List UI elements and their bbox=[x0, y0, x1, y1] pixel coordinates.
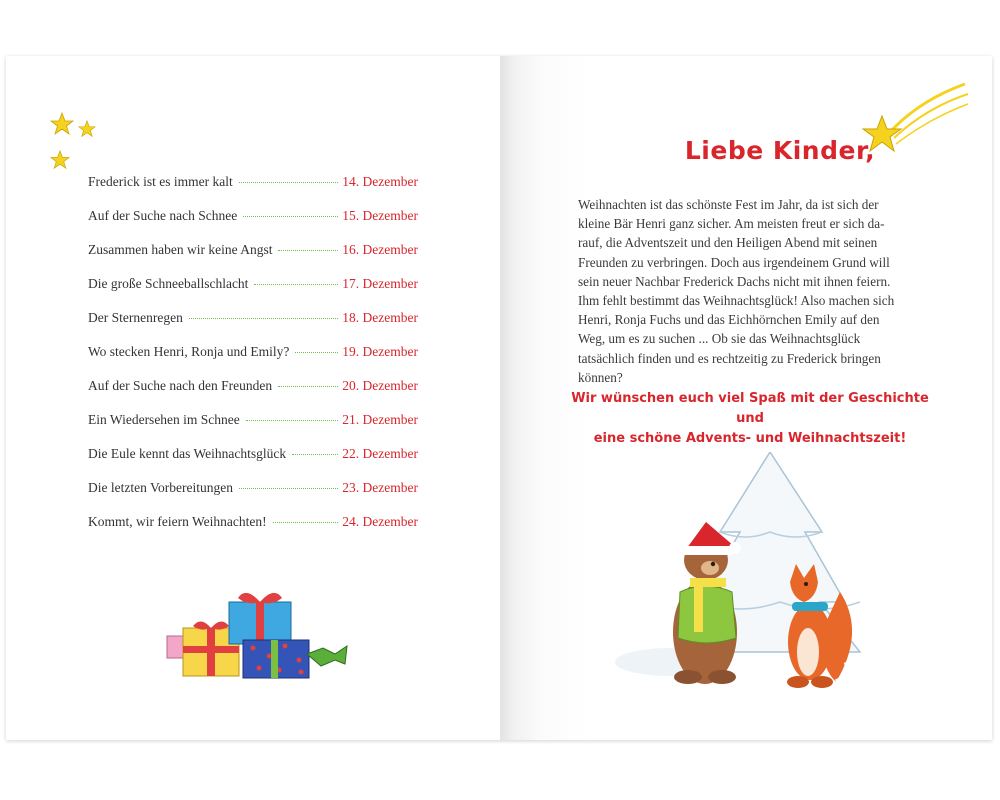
toc-entry-date: 23. Dezember bbox=[342, 480, 418, 495]
star-icon bbox=[50, 112, 74, 136]
toc-entry-date: 20. Dezember bbox=[342, 378, 418, 393]
dot-leader bbox=[278, 250, 338, 251]
dot-leader bbox=[273, 522, 339, 523]
toc-entry-title: Die große Schneeballschlacht bbox=[88, 276, 249, 291]
toc-entry[interactable] bbox=[88, 344, 418, 378]
toc-entry-date: 22. Dezember bbox=[342, 446, 418, 461]
toc-entry-date: 15. Dezember bbox=[342, 208, 418, 223]
toc-entry[interactable] bbox=[88, 446, 418, 480]
toc-entry-title: Ein Wiedersehen im Schnee bbox=[88, 412, 240, 427]
dot-leader bbox=[278, 386, 338, 387]
letter-greeting: Liebe Kinder, bbox=[684, 136, 876, 165]
wish-line: Wir wünschen euch viel Spaß mit der Geschichte und bbox=[571, 391, 929, 426]
right-page bbox=[500, 56, 992, 740]
toc-entry-date: 14. Dezember bbox=[342, 174, 418, 189]
toc-entry-title: Die Eule kennt das Weihnachtsglück bbox=[88, 446, 287, 461]
dot-leader bbox=[246, 420, 338, 421]
wish-line: eine schöne Advents- und Weihnachtszeit! bbox=[593, 431, 907, 446]
dot-leader bbox=[239, 182, 339, 183]
left-page bbox=[6, 56, 500, 740]
toc-entry[interactable] bbox=[88, 276, 418, 310]
toc-entry[interactable] bbox=[88, 310, 418, 344]
dot-leader bbox=[239, 488, 338, 489]
gift-pile-illustration bbox=[161, 584, 351, 684]
toc-entry-date: 18. Dezember bbox=[342, 310, 418, 325]
toc-entry-date: 24. Dezember bbox=[342, 514, 418, 529]
star-icon bbox=[50, 150, 70, 170]
toc-entry[interactable] bbox=[88, 242, 418, 276]
toc-entry-title: Kommt, wir feiern Weihnachten! bbox=[88, 514, 267, 529]
table-of-contents bbox=[88, 174, 418, 548]
toc-entry[interactable] bbox=[88, 208, 418, 242]
dot-leader bbox=[243, 216, 338, 217]
toc-entry-title: Wo stecken Henri, Ronja und Emily? bbox=[88, 344, 290, 359]
toc-entry-title: Zusammen haben wir keine Angst bbox=[88, 242, 273, 257]
toc-entry[interactable] bbox=[88, 378, 418, 412]
toc-entry-title: Frederick ist es immer kalt bbox=[88, 174, 233, 189]
star-icon bbox=[78, 120, 96, 138]
toc-entry[interactable] bbox=[88, 514, 418, 548]
letter-body: Weihnachten ist das schönste Fest im Jahr, da ist sich der kleine Bär Henri ganz sicher. Am meisten freut er sich da-rauf, die Adventszeit und den Heiligen Abend mit seinen Freunden zu verbringen. Doch aus irgendeinem Grund will sein neuer Nachbar Frederick Dachs nicht mit ihnen feiern. Ihm fehlt bestimmt das Weihnachtsglück! Also machen sich Henri, Ronja Fuchs und das Eichhörnchen Emily auf den Weg, um es zu suchen ... Ob sie das Weihnachtsglück tatsächlich finden und es rechtzeitig zu Frederick bringen können? bbox=[578, 197, 895, 385]
dot-leader bbox=[295, 352, 338, 353]
toc-entry[interactable] bbox=[88, 480, 418, 514]
dot-leader bbox=[254, 284, 338, 285]
toc-entry-date: 19. Dezember bbox=[342, 344, 418, 359]
toc-entry[interactable] bbox=[88, 174, 418, 208]
dot-leader bbox=[189, 318, 338, 319]
toc-entry-title: Auf der Suche nach den Freunden bbox=[88, 378, 273, 393]
toc-entry-date: 16. Dezember bbox=[342, 242, 418, 257]
dot-leader bbox=[292, 454, 338, 455]
toc-entry-title: Auf der Suche nach Schnee bbox=[88, 208, 238, 223]
toc-entry-date: 21. Dezember bbox=[342, 412, 418, 427]
letter-wish bbox=[570, 389, 930, 449]
bear-fox-snowy-tree-illustration bbox=[610, 452, 870, 692]
book-spread bbox=[6, 56, 992, 740]
toc-entry-title: Der Sternenregen bbox=[88, 310, 183, 325]
toc-entry-date: 17. Dezember bbox=[342, 276, 418, 291]
toc-entry-title: Die letzten Vorbereitungen bbox=[88, 480, 233, 495]
toc-entry[interactable] bbox=[88, 412, 418, 446]
